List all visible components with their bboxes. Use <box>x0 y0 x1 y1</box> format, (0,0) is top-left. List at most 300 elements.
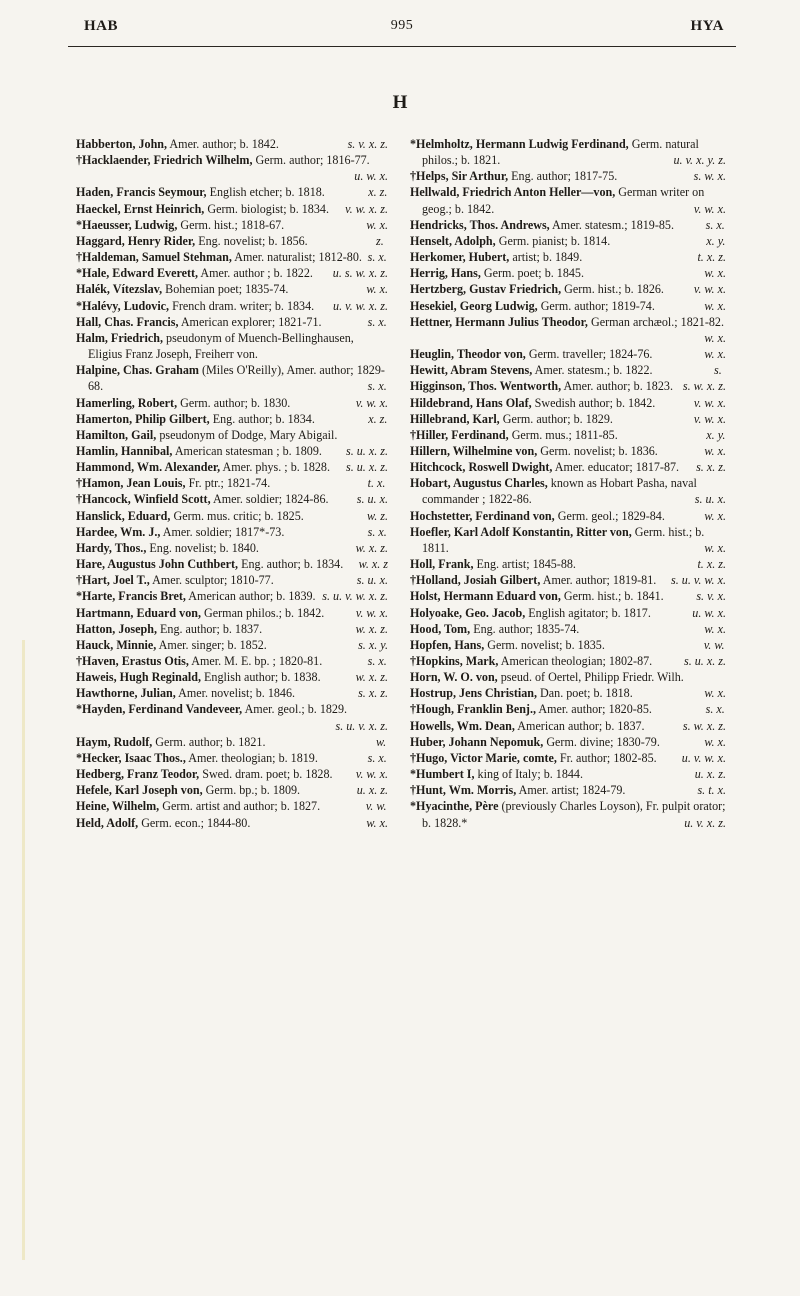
entry-name: Haweis, Hugh Reginald, <box>76 670 201 685</box>
entry-source-tags: u. v. w. x. <box>681 750 726 765</box>
entry-name: †Hart, Joel T., <box>76 573 150 588</box>
entry-description: Germ. novelist; b. 1836. <box>540 443 658 458</box>
entry <box>410 524 726 556</box>
entry-name: Halék, Vítezslav, <box>76 282 163 297</box>
entry-name: Haym, Rudolf, <box>76 734 153 749</box>
entry-description: Germ. econ.; 1844-80. <box>141 815 251 830</box>
entry-source-tags: v. w. x. z. <box>345 201 388 216</box>
entry-name: †Haldeman, Samuel Stehman, <box>76 250 232 265</box>
entry-description: Germ. author; b. 1830. <box>180 395 291 410</box>
entry-name: Hamerton, Philip Gilbert, <box>76 411 210 426</box>
entry-name: *Helmholtz, Hermann Ludwig Ferdinand, <box>410 137 629 151</box>
entry <box>76 685 388 701</box>
entry-source-tags: v. w. <box>703 637 725 652</box>
entry-name: Henselt, Adolph, <box>410 233 496 248</box>
entry-name: *Humbert I, <box>410 767 475 782</box>
entry-name: †Hunt, Wm. Morris, <box>410 783 517 798</box>
entry-name: Halpine, Chas. Graham <box>76 363 199 378</box>
entry-name: Hostrup, Jens Christian, <box>410 686 538 701</box>
entry <box>410 701 726 717</box>
entry-source-tags: v. w. <box>365 799 387 814</box>
entry-source-tags: w. x. z <box>358 557 388 572</box>
entry <box>410 168 726 184</box>
entry-name: Hammond, Wm. Alexander, <box>76 460 221 475</box>
entry-description: Amer. statesm.; b. 1822. <box>534 363 653 378</box>
entry-description: Germ. pianist; b. 1814. <box>498 233 611 248</box>
entry-name: *Hale, Edward Everett, <box>76 266 199 281</box>
entry-description: French dram. writer; b. 1834. <box>172 298 315 313</box>
entry <box>410 621 726 637</box>
entry <box>410 395 726 411</box>
entry-description: Amer. geol.; b. 1829. <box>244 702 348 717</box>
entry-source-tags: s. u. x. z. <box>684 654 726 668</box>
entry-description: Amer. M. E. bp. ; 1820-81. <box>191 654 323 668</box>
entry-name: Hardy, Thos., <box>76 540 147 555</box>
entry <box>76 152 388 184</box>
entry-name: Hedberg, Franz Teodor, <box>76 767 200 782</box>
entry-source-tags: u. s. w. x. z. <box>332 266 388 281</box>
entry-description: Germ. author; b. 1829. <box>502 411 613 426</box>
entry-source-tags: w. x. <box>704 686 726 701</box>
entry-description: Amer. singer; b. 1852. <box>158 637 267 652</box>
entry <box>410 346 726 362</box>
entry <box>76 750 388 766</box>
entry-description: Amer. soldier; 1824-86. <box>212 492 329 507</box>
entry <box>76 184 388 200</box>
entry-source-tags: u. v. x. z. <box>684 815 726 830</box>
entry-source-tags: w. x. <box>704 347 726 362</box>
entry-name: *Hecker, Isaac Thos., <box>76 750 186 765</box>
entry <box>410 443 726 459</box>
entry <box>410 265 726 281</box>
entry <box>410 782 726 798</box>
entry <box>410 766 726 782</box>
entry-source-tags: u. v. w. x. z. <box>333 298 388 313</box>
entry-source-tags: s. t. x. <box>697 783 726 798</box>
entry <box>410 217 726 233</box>
entry-name: Hare, Augustus John Cuthbert, <box>76 557 239 572</box>
entry-description: German archæol.; 1821-82. <box>591 314 724 329</box>
entry <box>76 572 388 588</box>
entry-description: king of Italy; b. 1844. <box>477 767 584 782</box>
entry-source-tags: s. w. x. z. <box>682 718 726 733</box>
entry-description: pseud. of Oertel, Philipp Friedr. Wilh. <box>500 670 684 685</box>
entry-name: Hamlin, Hannibal, <box>76 443 173 458</box>
entry-source-tags: s. u. x. z. <box>346 460 388 475</box>
entry-description: Eng. author; 1817-75. <box>511 169 618 184</box>
entry-description: German writer on geog.; b. 1842. <box>422 185 705 216</box>
entry-name: Halm, Friedrich, <box>76 330 163 345</box>
entry <box>76 411 388 427</box>
entry-description: pseudonym of Muench-Bellinghausen, Eligius Franz Joseph, Freiherr von. <box>88 330 354 362</box>
entry-name: Hartmann, Eduard von, <box>76 605 201 620</box>
entry-source-tags: s. v. x. <box>696 589 726 604</box>
entry-name: Haggard, Henry Rider, <box>76 233 196 248</box>
entry-description: Eng. novelist; b. 1840. <box>149 540 259 555</box>
entry-name: †Hopkins, Mark, <box>410 654 499 668</box>
entry-source-tags: s. x. y. <box>358 637 388 652</box>
entry <box>76 653 388 669</box>
entry <box>76 459 388 475</box>
entry <box>76 475 388 491</box>
entry-description: American statesman ; b. 1809. <box>174 443 322 458</box>
entry-description: Amer. educator; 1817-87. <box>554 460 680 475</box>
entry-source-tags: v. w. x. <box>693 201 726 216</box>
entry-name: Heuglin, Theodor von, <box>410 347 526 362</box>
entry-source-tags: s. x. <box>367 314 387 329</box>
entry-name: Holl, Frank, <box>410 557 474 572</box>
entry-description: Amer. author; 1819-81. <box>542 573 657 588</box>
entry <box>410 637 726 653</box>
entry-name: Higginson, Thos. Wentworth, <box>410 379 562 394</box>
entry-source-tags: w. x. <box>704 298 726 313</box>
entry-source-tags: s. w. x. z. <box>682 379 726 394</box>
entry <box>410 718 726 734</box>
entry-description: Eng. author; b. 1834. <box>212 411 315 426</box>
entry-name: Hall, Chas. Francis, <box>76 314 179 329</box>
entry-source-tags: w. x. <box>366 282 388 297</box>
entry-description: (Miles O'Reilly), Amer. author; 1829-68. <box>88 363 385 394</box>
entry <box>76 249 388 265</box>
entry <box>76 330 388 362</box>
entry-source-tags: v. w. x. <box>693 282 726 297</box>
entry-name: Hertzberg, Gustav Friedrich, <box>410 282 562 297</box>
entry-description: English author; b. 1838. <box>204 670 321 685</box>
entry <box>410 475 726 507</box>
entry-description: Eng. author; b. 1834. <box>241 557 344 572</box>
entry-name: Howells, Wm. Dean, <box>410 718 515 733</box>
entry-description: Germ. hist.; 1818-67. <box>180 217 285 232</box>
entry-name: Hobart, Augustus Charles, <box>410 476 548 491</box>
entry-description: Germ. biologist; b. 1834. <box>207 201 329 216</box>
entry-source-tags: u. w. x. <box>354 169 388 184</box>
entry-source-tags: w. z. <box>367 508 388 523</box>
entry-name: Held, Adolf, <box>76 815 139 830</box>
entry-name: Holyoake, Geo. Jacob, <box>410 605 526 620</box>
entry-description: English agitator; b. 1817. <box>528 605 651 620</box>
entry-name: Hawthorne, Julian, <box>76 686 176 701</box>
entry-description: Eng. novelist; b. 1856. <box>198 233 308 248</box>
entry-source-tags: x. z. <box>368 411 388 426</box>
entry-name: Hildebrand, Hans Olaf, <box>410 395 532 410</box>
entry-name: †Holland, Josiah Gilbert, <box>410 573 541 588</box>
entry-name: Holst, Hermann Eduard von, <box>410 589 561 604</box>
entry-name: †Hamon, Jean Louis, <box>76 476 186 491</box>
entry-name: Haeckel, Ernst Heinrich, <box>76 201 205 216</box>
entry-description: Bohemian poet; 1835-74. <box>165 282 289 297</box>
entry <box>76 621 388 637</box>
right-column <box>410 136 726 831</box>
entry-description: Dan. poet; b. 1818. <box>540 686 633 701</box>
entry-description: Germ. divine; 1830-79. <box>546 734 660 749</box>
entry <box>410 798 726 830</box>
entry <box>76 298 388 314</box>
entry <box>410 572 726 588</box>
entry-name: Hamerling, Robert, <box>76 395 178 410</box>
entry-source-tags: s. x. <box>367 250 387 265</box>
entry-source-tags: w. x. <box>366 815 388 830</box>
entry-name: †Haven, Erastus Otis, <box>76 654 189 668</box>
entry-source-tags: x. y. <box>706 427 726 442</box>
entry <box>76 524 388 540</box>
entry <box>76 556 388 572</box>
entry-name: Hillebrand, Karl, <box>410 411 500 426</box>
entry-name: Hatton, Joseph, <box>76 621 157 636</box>
entry-description: American author; b. 1837. <box>517 718 645 733</box>
entry <box>410 314 726 346</box>
header-right-guideword: HYA <box>690 18 724 34</box>
entry-description: Swedish author; b. 1842. <box>534 395 656 410</box>
entry <box>410 734 726 750</box>
entry-description: Amer. author; b. 1842. <box>169 137 279 151</box>
entry-source-tags: t. x. <box>367 476 386 491</box>
entry-name: *Harte, Francis Bret, <box>76 589 186 604</box>
entry-source-tags: u. w. x. <box>692 605 726 620</box>
entry-source-tags: v. w. x. <box>693 395 726 410</box>
entry-source-tags: s. x. <box>367 654 387 668</box>
entry-description: artist; b. 1849. <box>512 250 583 265</box>
entry <box>76 314 388 330</box>
entry-source-tags: s. x. <box>367 379 387 394</box>
entry-source-tags: w. x. <box>704 621 726 636</box>
entry-description: Germ. hist.; b. 1826. <box>564 282 664 297</box>
entry-description: American author; b. 1839. <box>188 589 316 604</box>
entry <box>76 281 388 297</box>
entry-name: Heine, Wilhelm, <box>76 799 160 814</box>
entry-source-tags: x. z. <box>368 185 388 200</box>
entry-name: Haden, Francis Seymour, <box>76 185 207 200</box>
entry-name: Hefele, Karl Joseph von, <box>76 783 203 798</box>
entry-name: Hendricks, Thos. Andrews, <box>410 217 550 232</box>
entry <box>76 491 388 507</box>
entry-description: known as Hobart Pasha, naval commander ; 1822-86. <box>422 476 697 507</box>
header-rule <box>68 46 736 47</box>
entry-description: Germ. novelist; b. 1835. <box>487 637 605 652</box>
entry <box>410 378 726 394</box>
entry-source-tags: s. u. x. <box>356 573 388 588</box>
entry-source-tags: s. x. z. <box>696 460 726 475</box>
entry-source-tags: w. x. <box>704 508 726 523</box>
entry-description: Eng. artist; 1845-88. <box>476 557 576 572</box>
entry-source-tags: s. u. v. w. x. z. <box>322 589 388 604</box>
entry <box>410 605 726 621</box>
entry-description: Fr. author; 1802-85. <box>559 750 657 765</box>
entry-source-tags: s. w. x. <box>693 169 726 184</box>
entry-description: Germ. mus. critic; b. 1825. <box>173 508 304 523</box>
entry-source-tags: t. x. z. <box>697 250 726 265</box>
entry-source-tags: w. x. <box>366 217 388 232</box>
entry-description: Amer. artist; 1824-79. <box>518 783 626 798</box>
entry <box>76 443 388 459</box>
page-number: 995 <box>390 18 414 33</box>
entry-description: pseudonym of Dodge, Mary Abigail. <box>159 427 338 442</box>
entry <box>410 459 726 475</box>
entry-source-tags: w. x. <box>704 330 726 345</box>
entry-description: Germ. bp.; b. 1809. <box>205 783 301 798</box>
entry <box>76 669 388 685</box>
entry <box>76 637 388 653</box>
entry <box>410 685 726 701</box>
entry <box>76 588 388 604</box>
entry-description: Swed. dram. poet; b. 1828. <box>202 767 333 782</box>
entry-name: Habberton, John, <box>76 137 168 151</box>
entry <box>76 766 388 782</box>
entry-source-tags: s. u. x. z. <box>346 443 388 458</box>
entry: Haggard, Henry Rider, Eng. novelist; b. 1856. z. <box>76 233 384 248</box>
entry-name: *Halévy, Ludovic, <box>76 298 170 313</box>
entry-description: Amer. sculptor; 1810-77. <box>152 573 274 588</box>
entry-source-tags: s. u. x. <box>356 492 388 507</box>
entry-description: American theologian; 1802-87. <box>500 654 653 668</box>
entry <box>410 249 726 265</box>
entry-description: Germ. poet; b. 1845. <box>483 266 584 281</box>
entry-source-tags: w. x. z. <box>355 621 388 636</box>
entry-name: †Hough, Franklin Benj., <box>410 702 537 717</box>
entry <box>76 265 388 281</box>
entry-name: Hochstetter, Ferdinand von, <box>410 508 555 523</box>
entry-name: Huber, Johann Nepomuk, <box>410 734 544 749</box>
entry-source-tags: v. w. x. <box>355 395 388 410</box>
page-edge-stain <box>22 640 25 1260</box>
entry-source-tags: s. x. <box>367 524 387 539</box>
entry-source-tags: w. x. z. <box>355 540 388 555</box>
entry-source-tags: u. x. z. <box>356 783 388 798</box>
entry <box>76 136 388 152</box>
entry <box>76 395 388 411</box>
entry-source-tags: s. v. x. z. <box>347 137 388 151</box>
entry: Hewitt, Abram Stevens, Amer. statesm.; b. 1822. s. <box>410 363 722 378</box>
entry <box>76 217 388 233</box>
entry <box>410 427 726 443</box>
entry <box>76 701 388 733</box>
entry <box>76 427 388 443</box>
entry-name: *Haeusser, Ludwig, <box>76 217 178 232</box>
entry <box>76 605 388 621</box>
entry-source-tags: s. x. z. <box>358 686 388 701</box>
entry <box>410 233 726 249</box>
entry-source-tags: s. u. v. w. x. <box>671 573 726 588</box>
entry-name: *Hyacinthe, Père <box>410 799 499 814</box>
running-header <box>68 18 736 48</box>
entry-name: †Hugo, Victor Marie, comte, <box>410 750 557 765</box>
entry <box>410 508 726 524</box>
entry <box>410 184 726 216</box>
entry-name: †Helps, Sir Arthur, <box>410 169 509 184</box>
entry <box>76 798 388 814</box>
entry: Haym, Rudolf, Germ. author; b. 1821. w. <box>76 734 387 749</box>
entry-description: German philos.; b. 1842. <box>204 605 325 620</box>
entry-description: Germ. hist.; b. 1841. <box>563 589 664 604</box>
entry-source-tags: w. x. <box>704 540 726 555</box>
entry-source-tags: s. u. x. <box>694 492 726 507</box>
entry-source-tags: s. x. <box>367 750 387 765</box>
entry-source-tags: v. w. x. <box>355 767 388 782</box>
entry <box>410 298 726 314</box>
entry-source-tags: s. x. <box>705 702 725 717</box>
entry-description: Amer. novelist; b. 1846. <box>178 686 296 701</box>
entry-description: Germ. author; b. 1821. <box>155 734 266 749</box>
entry-description: Amer. naturalist; 1812-80. <box>234 250 362 265</box>
entry <box>410 588 726 604</box>
entry-name: Hood, Tom, <box>410 621 471 636</box>
entry <box>76 201 388 217</box>
entry <box>76 815 388 831</box>
entry-name: Hoefler, Karl Adolf Konstantin, Ritter von, <box>410 524 632 539</box>
entry-source-tags: v. w. x. <box>693 411 726 426</box>
entry-source-tags: w. x. z. <box>355 670 388 685</box>
entry-description: Amer. theologian; b. 1819. <box>188 750 318 765</box>
entry <box>410 136 726 168</box>
entry-name: †Hacklaender, Friedrich Wilhelm, <box>76 153 253 168</box>
entry-description: Amer. phys. ; b. 1828. <box>222 460 330 475</box>
entry-source-tags: w. x. <box>704 734 726 749</box>
entry-description: Eng. author; 1835-74. <box>473 621 580 636</box>
entry-description: Germ. artist and author; b. 1827. <box>162 799 321 814</box>
entry-source-tags: w. x. <box>704 266 726 281</box>
entry-description: Amer. author ; b. 1822. <box>200 266 313 281</box>
entry-name: Hamilton, Gail, <box>76 427 157 442</box>
entry-description: (previously Charles Loyson), Fr. pulpit orator; b. 1828.* <box>422 799 726 830</box>
entry-description: American explorer; 1821-71. <box>180 314 322 329</box>
left-column <box>76 136 388 831</box>
entry-name: Hopfen, Hans, <box>410 637 485 652</box>
entry-name: Hardee, Wm. J., <box>76 524 161 539</box>
entry <box>76 782 388 798</box>
entry-name: Herkomer, Hubert, <box>410 250 510 265</box>
entry-name: †Hancock, Winfield Scott, <box>76 492 211 507</box>
entry-description: Amer. author; 1820-85. <box>538 702 652 717</box>
header-left-guideword: HAB <box>84 18 119 34</box>
entry-source-tags: x. y. <box>706 233 726 248</box>
entry-description: Amer. statesm.; 1819-85. <box>552 217 674 232</box>
entry <box>410 669 726 685</box>
entry-name: Hettner, Hermann Julius Theodor, <box>410 314 588 329</box>
entry-description: Germ. mus.; 1811-85. <box>511 427 618 442</box>
entry <box>410 556 726 572</box>
entry <box>410 411 726 427</box>
entry-name: Hillern, Wilhelmine von, <box>410 443 538 458</box>
entry <box>410 750 726 766</box>
entry <box>410 653 726 669</box>
entry <box>410 281 726 297</box>
entry-source-tags: s. u. v. x. z. <box>335 718 388 733</box>
entry-name: Herrig, Hans, <box>410 266 481 281</box>
entry-name: Hesekiel, Georg Ludwig, <box>410 298 538 313</box>
entry-name: †Hiller, Ferdinand, <box>410 427 509 442</box>
entry-source-tags: s. x. <box>705 217 725 232</box>
entry-description: Germ. author; 1816-77. <box>255 153 370 168</box>
entry-name: Hauck, Minnie, <box>76 637 157 652</box>
entry-source-tags: u. v. x. y. z. <box>673 153 726 168</box>
entry-description: Amer. author; b. 1823. <box>563 379 673 394</box>
entry <box>76 362 388 394</box>
entry-description: Germ. natural philos.; b. 1821. <box>422 137 699 168</box>
entry-source-tags: t. x. z. <box>697 557 726 572</box>
entry-description: Eng. author; b. 1837. <box>160 621 263 636</box>
entry-name: Hellwald, Friedrich Anton Heller—von, <box>410 185 616 200</box>
entry-description: Amer. soldier; 1817*-73. <box>162 524 285 539</box>
entry-description: Germ. geol.; 1829-84. <box>557 508 665 523</box>
entry-description: Germ. hist.; b. 1811. <box>422 524 705 555</box>
entry-name: Hanslick, Eduard, <box>76 508 171 523</box>
entry-description: English etcher; b. 1818. <box>209 185 325 200</box>
entry-description: Fr. ptr.; 1821-74. <box>188 476 271 491</box>
entry-name: Hitchcock, Roswell Dwight, <box>410 460 553 475</box>
entry-source-tags: w. x. <box>704 443 726 458</box>
entry-description: Germ. author; 1819-74. <box>540 298 655 313</box>
entry <box>76 540 388 556</box>
section-letter: H <box>392 92 408 113</box>
